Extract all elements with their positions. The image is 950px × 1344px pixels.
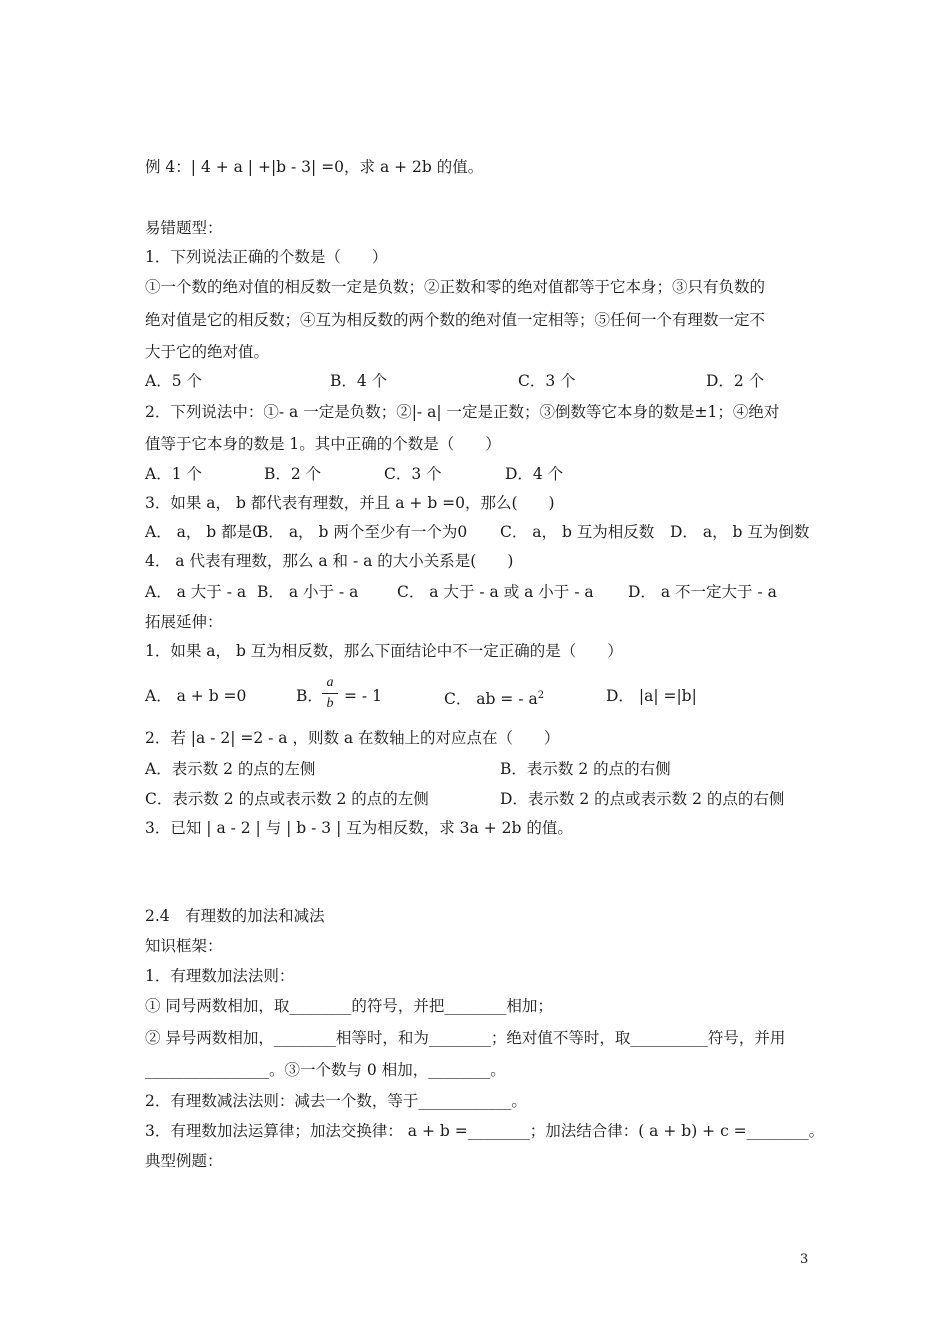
option-b: B．4 个	[330, 372, 388, 390]
option-b-rhs: = - 1	[344, 687, 382, 705]
error-q2-text: 2．下列说法中：①- a 一定是负数；②|- a| 一定是正数；③倒数等它本身的数是±1；④绝对	[145, 403, 780, 421]
option-d: D．4 个	[505, 465, 564, 483]
examples-heading: 典型例题：	[145, 1152, 223, 1170]
fraction-denominator: b	[326, 696, 334, 711]
addition-rule-heading: 1．有理数加法法则：	[145, 967, 295, 985]
addition-rule-same-sign: ① 同号两数相加，取________的符号，并把________相加；	[145, 997, 553, 1015]
option-c-exponent: 2	[537, 690, 545, 701]
addition-laws: 3．有理数加法运算律；加法交换律： a + b =________；加法结合律：( a + b) + c =________。	[145, 1122, 825, 1140]
option-a: A． a 大于 - a	[145, 583, 247, 601]
option-d: D． a， b 互为倒数	[670, 523, 810, 541]
option-d: D． a 不一定大于 - a	[628, 583, 777, 601]
addition-rule-diff-sign: ② 异号两数相加，________相等时，和为________；绝对值不等时，取__________符号，并用	[145, 1029, 786, 1047]
error-q2-text: 值等于它本身的数是 1。其中正确的个数是（ ）	[145, 435, 501, 453]
error-q4-stem: 4． a 代表有理数，那么 a 和 - a 的大小关系是( )	[145, 552, 514, 570]
option-a: A．1 个	[145, 465, 202, 483]
error-q1-text: ①一个数的绝对值的相反数一定是负数；②正数和零的绝对值都等于它本身；③只有负数的	[145, 278, 766, 296]
extension-q2-stem: 2．若 |a - 2| =2 - a ，则数 a 在数轴上的对应点在（ ）	[145, 729, 560, 747]
extension-q1-stem: 1．如果 a， b 互为相反数，那么下面结论中不一定正确的是（ ）	[145, 642, 623, 660]
option-d: D．2 个	[706, 372, 765, 390]
example-4: 例 4：| 4 + a | +|b - 3| =0，求 a + 2b 的值。	[145, 158, 484, 176]
option-b-label: B．	[296, 687, 323, 705]
error-q1-text: 绝对值是它的相反数；④互为相反数的两个数的绝对值一定相等；⑤任何一个有理数一定不	[145, 311, 766, 329]
option-c: C．3 个	[518, 372, 576, 390]
option-b: B．表示数 2 的点的右侧	[500, 760, 671, 778]
option-a: A． a + b =0	[145, 687, 247, 705]
option-b: B． a， b 两个至少有一个为0	[257, 523, 468, 541]
error-section-heading: 易错题型：	[145, 219, 223, 237]
error-q1-text: 大于它的绝对值。	[145, 343, 270, 361]
option-c: C．表示数 2 的点或表示数 2 的点的左侧	[145, 790, 429, 808]
option-d: D． |a| =|b|	[606, 687, 697, 705]
option-d: D．表示数 2 的点或表示数 2 的点的右侧	[500, 790, 785, 808]
fraction-bar	[322, 693, 338, 694]
option-c-text: C． ab = - a	[444, 690, 538, 709]
section-title: 2.4 有理数的加法和减法	[145, 907, 325, 925]
option-b: B．2 个	[264, 465, 322, 483]
option-c	[444, 686, 544, 709]
addition-rule-continued: ________________。③一个数与 0 相加，________。	[145, 1061, 506, 1079]
option-c: C．3 个	[384, 465, 442, 483]
option-a: A．表示数 2 的点的左侧	[145, 760, 316, 778]
extension-section-heading: 拓展延伸：	[145, 613, 223, 631]
page-number: 3	[800, 1252, 809, 1267]
option-a: A．5 个	[145, 372, 202, 390]
option-c: C． a， b 互为相反数	[500, 523, 655, 541]
option-c: C． a 大于 - a 或 a 小于 - a	[397, 583, 594, 601]
error-q3-stem: 3．如果 a， b 都代表有理数，并且 a + b =0，那么( )	[145, 494, 555, 512]
option-b-fraction	[322, 675, 338, 712]
option-b: B． a 小于 - a	[257, 583, 359, 601]
extension-q3: 3．已知 | a - 2 | 与 | b - 3 | 互为相反数，求 3a + 2b 的值。	[145, 819, 573, 837]
option-a: A． a， b 都是0	[145, 523, 262, 541]
framework-heading: 知识框架：	[145, 937, 223, 955]
subtraction-rule: 2．有理数减法法则：减去一个数，等于____________。	[145, 1092, 527, 1110]
fraction-numerator: a	[326, 675, 334, 690]
error-q1-stem: 1．下列说法正确的个数是（ ）	[145, 248, 388, 266]
